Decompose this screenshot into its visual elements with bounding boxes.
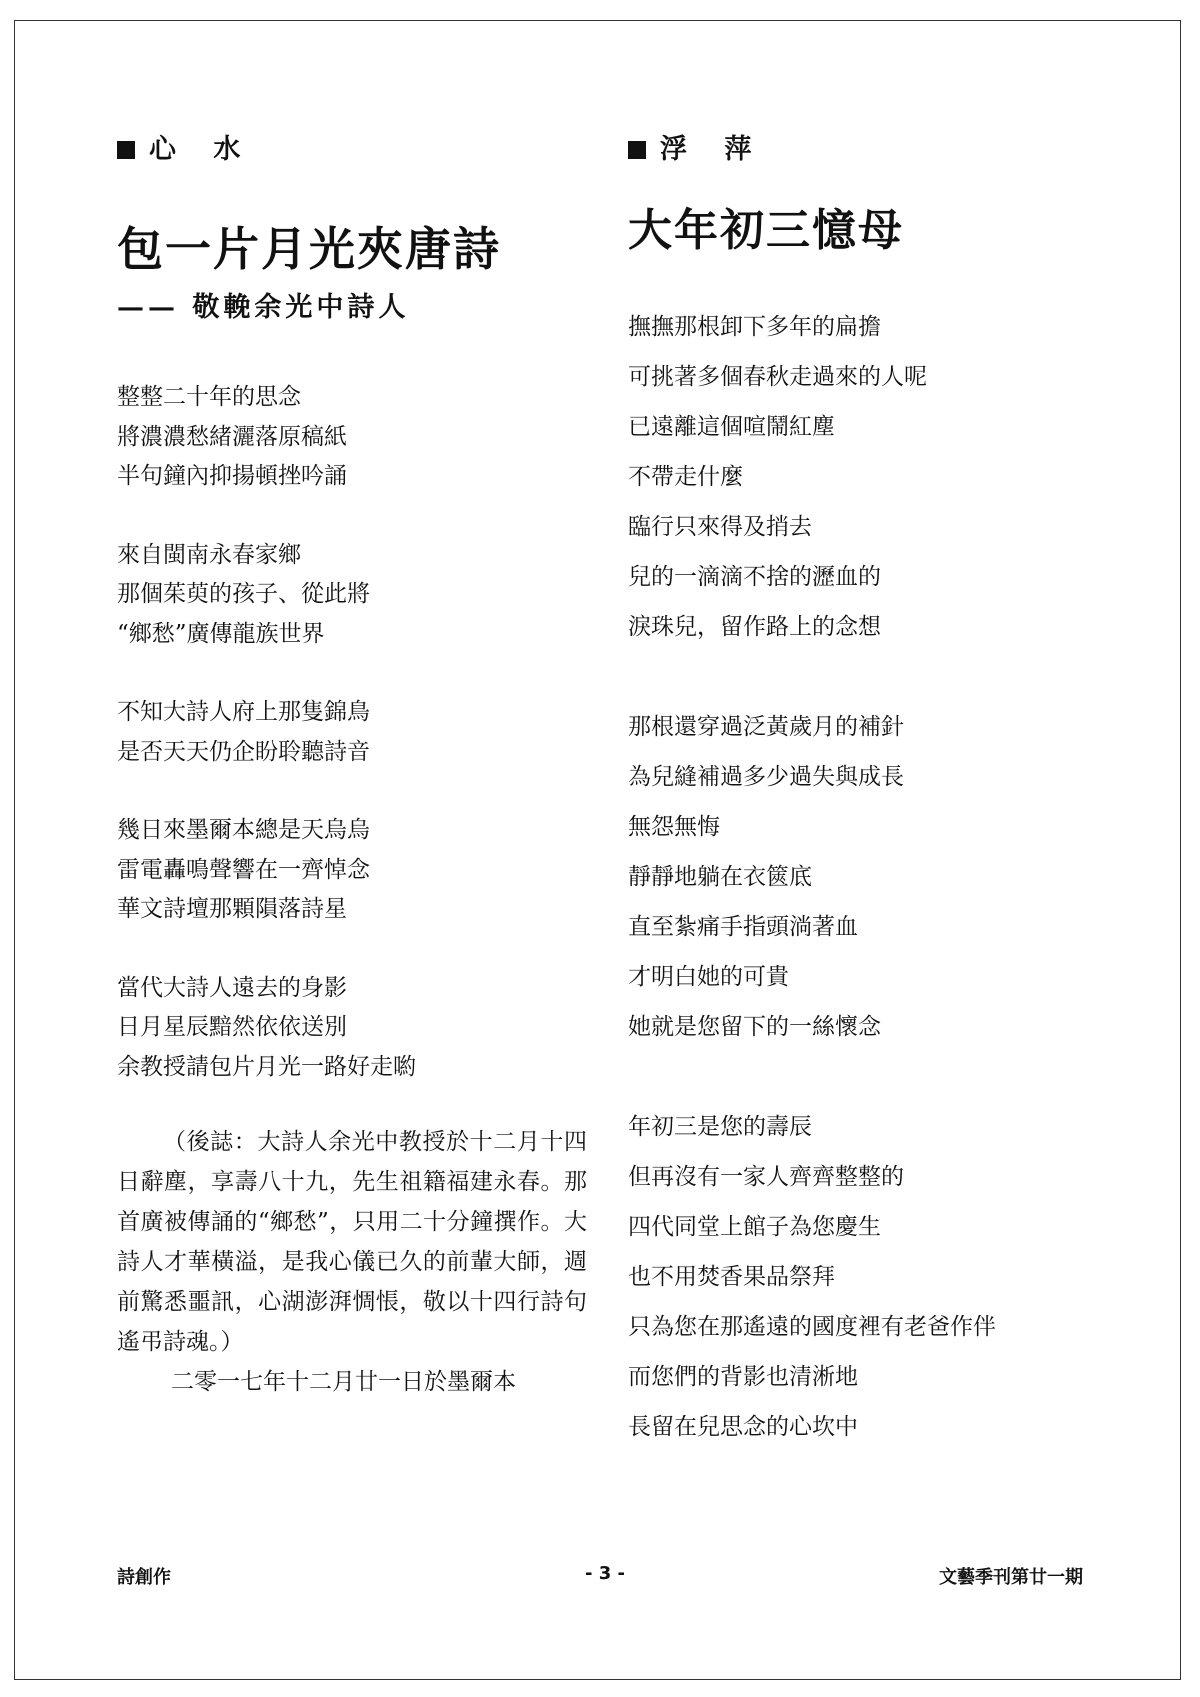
- poem-line: 也不用焚香果品祭拜: [628, 1264, 835, 1290]
- poem-line: 而您們的背影也清淅地: [628, 1364, 858, 1390]
- poem-line: 當代大詩人遠去的身影: [117, 974, 347, 1001]
- poem-line: 不帶走什麼: [628, 464, 743, 490]
- stanza: [628, 302, 1098, 652]
- poem-line: 年初三是您的壽辰: [628, 1114, 812, 1140]
- poem-line: 兒的一滴滴不捨的瀝血的: [628, 564, 881, 590]
- poem-line: 無怨無悔: [628, 814, 720, 840]
- poem-line: 靜靜地躺在衣篋底: [628, 864, 812, 890]
- poem-line: 將濃濃愁緒灑落原稿紙: [117, 423, 347, 450]
- poem-line: 那個茱萸的孩子、從此將: [117, 581, 370, 607]
- poem-line: 長留在兒思念的心坎中: [628, 1414, 858, 1440]
- left-poem-subtitle: —— 敬輓余光中詩人: [117, 292, 410, 323]
- stanza: [117, 969, 587, 1088]
- poem-line: 但再沒有一家人齊齊整整的: [628, 1164, 904, 1190]
- poem-line: 已遠離這個喧鬧紅塵: [628, 414, 835, 440]
- poem-line: 直至紮痛手指頭淌著血: [628, 914, 858, 940]
- poem-line: 來自閩南永春家鄉: [117, 541, 301, 568]
- poem-line: 淚珠兒，留作路上的念想: [628, 614, 881, 640]
- poem-line: 整整二十年的思念: [117, 384, 301, 410]
- right-poem-title: 大年初三憶母: [628, 205, 904, 256]
- right-author-name: 浮 萍: [660, 134, 766, 165]
- poem-line: 華文詩壇那顆隕落詩星: [117, 896, 347, 922]
- footer-page-number: - 3 -: [585, 1563, 625, 1584]
- stanza: [117, 693, 587, 772]
- right-column: [628, 130, 1098, 1502]
- postscript-note: （後誌：大詩人余光中教授於十二月十四日辭塵，享壽八十九，先生祖籍福建永春。那首廣被傳誦的“鄉愁”，只用二十分鐘撰作。大詩人才華橫溢，是我心儀已久的前輩大師，週前驚悉噩訊，心湖澎湃惆悵，敬以十四行詩句遙弔詩魂。）: [117, 1129, 587, 1355]
- square-bullet-icon: [628, 141, 646, 159]
- poem-line: 是否天天仍企盼聆聽詩音: [117, 738, 370, 765]
- poem-line: 半句鐘內抑揚頓挫吟誦: [117, 463, 347, 489]
- square-bullet-icon: [117, 141, 135, 159]
- poem-line: 她就是您留下的一絲懷念: [628, 1014, 881, 1040]
- poem-line: 只為您在那遙遠的國度裡有老爸作伴: [628, 1314, 996, 1340]
- stanza: [117, 811, 587, 930]
- stanza: [117, 378, 587, 497]
- poem-line: 才明白她的可貴: [628, 964, 789, 990]
- poem-line: 為兒縫補過多少過失與成長: [628, 764, 904, 790]
- poem-line: “鄉愁”廣傳龍族世界: [117, 620, 325, 647]
- stanza: [117, 536, 587, 655]
- poem-line: 雷電轟鳴聲響在一齊悼念: [117, 856, 370, 883]
- left-column: [117, 130, 587, 1402]
- left-poem-body: [117, 378, 587, 1402]
- poem-line: 幾日來墨爾本總是天烏烏: [117, 817, 370, 843]
- poem-line: 日月星辰黯然依依送別: [117, 1014, 347, 1040]
- right-author: [628, 130, 1098, 170]
- footer-journal: 文藝季刊第廿一期: [939, 1567, 1083, 1588]
- poem-line: 可挑著多個春秋走過來的人呢: [628, 364, 927, 390]
- poem-line: 撫撫那根卸下多年的扁擔: [628, 314, 881, 340]
- left-author-name: 心 水: [149, 134, 255, 165]
- signature-date: 二零一七年十二月廿一日於墨爾本: [171, 1369, 516, 1395]
- right-poem-body: [628, 302, 1098, 1452]
- footer-section: 詩創作: [117, 1567, 171, 1588]
- stanza: [628, 1102, 1098, 1452]
- poem-line: 四代同堂上館子為您慶生: [628, 1214, 881, 1240]
- left-author: [117, 130, 587, 170]
- stanza: [628, 702, 1098, 1052]
- poem-line: 余教授請包片月光一路好走喲: [117, 1053, 416, 1080]
- left-poem-title: 包一片月光夾唐詩: [117, 222, 501, 276]
- poem-line: 不知大詩人府上那隻錦鳥: [117, 699, 370, 725]
- poem-line: 那根還穿過泛黃歲月的補針: [628, 714, 904, 740]
- poem-line: 臨行只來得及捎去: [628, 514, 812, 540]
